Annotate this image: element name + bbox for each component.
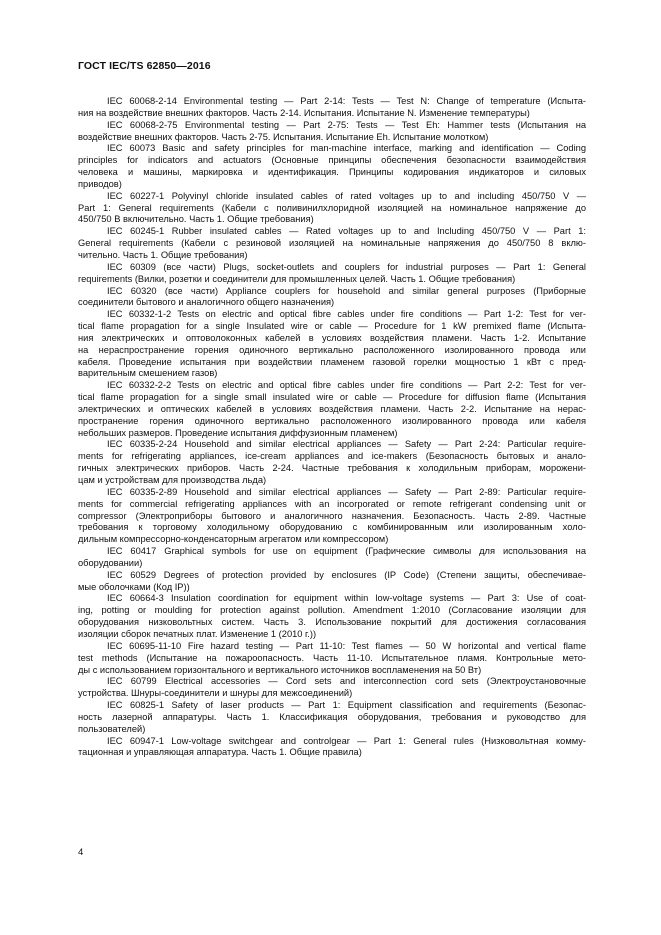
reference-line: ments for refrigerating appliances, ice-cream appliances and ice-makers (Безопасность бытовых и анало-	[78, 451, 586, 462]
reference-line: изоляции сборок печатных плат. Изменение 1 (2010 г.))	[78, 628, 317, 639]
reference-entry	[78, 226, 586, 262]
reference-line: IEC 60068-2-75 Environmental testing — Part 2-75: Tests — Test Eh: Hammer tests (Испытания на	[107, 119, 586, 130]
references-list	[78, 96, 586, 759]
reference-entry	[78, 143, 586, 190]
reference-line: IEC 60227-1 Polyvinyl chloride insulated cables of rated voltages up to and including 450/750 V —	[107, 190, 586, 201]
reference-line: General requirements (Кабели с резиновой изоляцией на номинальные напряжения до 450/750 8 вклю-	[78, 238, 586, 249]
reference-entry	[78, 439, 586, 486]
reference-line: небольших размеров. Проведение испытания диффузионным пламенем)	[78, 427, 398, 438]
reference-entry	[78, 96, 586, 120]
reference-line: ния на воздействие внешних факторов. Часть 2-14. Испытания. Испытание N. Изменение температуры)	[78, 107, 530, 118]
reference-line: ность лазерной аппаратуры. Часть 1. Классификация оборудования, требования и руководство для	[78, 711, 586, 722]
reference-line: IEC 60309 (все части) Plugs, socket-outlets and couplers for industrial purposes — Part 1: General	[107, 261, 586, 272]
reference-line: ды с использованием горизонтального и вертикального источников воспламенения на 50 Вт)	[78, 664, 482, 675]
reference-line: чительно. Часть 1. Общие требования)	[78, 249, 248, 260]
reference-entry	[78, 570, 586, 594]
reference-line: соединители бытового и аналогичного общего назначения)	[78, 297, 335, 308]
reference-line: tical flame propagation for a single small insulated wire or cable — Procedure for diffusion flame (Испытания	[78, 392, 586, 403]
reference-line: Part 1: General requirements (Кабели с поливинилхлоридной изоляцией на номинальное напряжение до	[78, 202, 586, 213]
reference-entry	[78, 487, 586, 546]
reference-line: IEC 60695-11-10 Fire hazard testing — Part 11-10: Test flames — 50 W horizontal and vertical flame	[107, 640, 586, 651]
reference-entry	[78, 676, 586, 700]
reference-line: тационная и управляющая аппаратура. Часть 1. Общие правила)	[78, 747, 362, 758]
reference-line: IEC 60947-1 Low-voltage switchgear and controlgear — Part 1: General rules (Низковольтная комму-	[107, 735, 586, 746]
reference-line: дильным компрессорно-конденсаторным агрегатом или компрессором)	[78, 534, 389, 545]
reference-line: ments for commercial refrigerating appliances with an incorporated or remote refrigerant condensing unit or	[78, 498, 586, 509]
reference-entry	[78, 593, 586, 640]
reference-line: IEC 60332-1-2 Tests on electric and optical fibre cables under fire conditions — Part 1-2: Test for ver-	[107, 309, 586, 320]
reference-line: IEC 60245-1 Rubber insulated cables — Rated voltages up to and Including 450/750 V — Part 1:	[107, 226, 586, 237]
reference-line: электрических и оптических кабелей в условиях воздействия пламени. Часть 2-2. Испытание на нерас-	[78, 403, 586, 414]
reference-line: ing, potting or moulding for protection against pollution. Amendment 1:2010 (Согласование изоляции для	[78, 605, 586, 616]
reference-line: IEC 60417 Graphical symbols for use on equipment (Графические символы для использования на	[107, 546, 586, 557]
reference-entry	[78, 286, 586, 310]
reference-line: IEC 60068-2-14 Environmental testing — Part 2-14: Tests — Test N: Change of temperature (Испыта-	[107, 96, 586, 106]
reference-line: оборудовании)	[78, 557, 143, 568]
reference-line: IEC 60335-2-24 Household and similar electrical appliances — Safety — Part 2-24: Particular require-	[107, 439, 586, 450]
reference-entry	[78, 736, 586, 760]
reference-line: ния электрических и оптоволоконных кабелей в условиях воздействия пламени. Часть 1-2. Испытание	[78, 332, 586, 343]
reference-line: кабеля. Проведение испытания при воздействии пламенем газовой горелки мощностью 1 кВт с пред-	[78, 356, 586, 367]
reference-line: IEC 60664-3 Insulation coordination for equipment within low-voltage systems — Part 3: Use of coat-	[107, 593, 586, 604]
reference-line: приводов)	[78, 178, 122, 189]
reference-line: воздействие внешних факторов. Часть 2-75. Испытания. Испытание Eh. Испытание молотком)	[78, 131, 489, 142]
reference-entry	[78, 191, 586, 227]
reference-entry	[78, 120, 586, 144]
reference-line: IEC 60073 Basic and safety principles for man-machine interface, marking and identification — Coding	[107, 143, 586, 154]
page-number: 4	[78, 847, 84, 858]
reference-entry	[78, 380, 586, 439]
reference-line: варительным смешением газов)	[78, 368, 218, 379]
reference-line: test methods (Испытание на пожароопасность. Часть 11-10. Испытательное пламя. Контрольные мето-	[78, 652, 586, 663]
reference-entry	[78, 546, 586, 570]
reference-line: требования к торговому холодильному оборудованию с комбинированным или изолированным холо-	[78, 522, 586, 533]
reference-line: пространение горения одиночного вертикально расположенного изолированного провода или кабеля	[78, 415, 586, 426]
reference-line: requirements (Вилки, розетки и соединители для промышленных целей. Часть 1. Общие требования)	[78, 273, 516, 284]
reference-entry	[78, 309, 586, 380]
reference-entry	[78, 262, 586, 286]
reference-line: IEC 60825-1 Safety of laser products — Part 1: Equipment classification and requirements (Безопас-	[107, 700, 586, 711]
reference-line: пользователей)	[78, 723, 146, 734]
reference-line: гичных электрических приборов. Часть 2-24. Частные требования к холодильным приборам, морожени-	[78, 463, 586, 474]
reference-entry	[78, 700, 586, 736]
reference-line: человека и машины, маркировка и идентификация. Принципы кодирования индикаторов и силовых	[78, 167, 586, 178]
reference-line: IEC 60799 Electrical accessories — Cord sets and interconnection cord sets (Электроустановочные	[107, 676, 586, 687]
reference-line: compressor (Электроприборы бытового и аналогичного назначения. Безопасность. Часть 2-89. Частные	[78, 510, 586, 521]
reference-entry	[78, 641, 586, 677]
reference-line: IEC 60335-2-89 Household and similar electrical appliances — Safety — Part 2-89: Particular require-	[107, 486, 586, 497]
reference-line: оборудования низковольтных систем. Часть 3. Использование покрытий для достижения согласования	[78, 617, 586, 628]
reference-line: tical flame propagation for a single Insulated wire or cable — Procedure for 1 kW premixed flame (Испыта-	[78, 321, 586, 332]
reference-line: IEC 60320 (все части) Appliance couplers for household and similar general purposes (Приборные	[107, 285, 586, 296]
reference-line: на нераспространение горения одиночного вертикально расположенного изолированного провода или	[78, 344, 586, 355]
reference-line: мые оболочками (Код IP))	[78, 581, 190, 592]
reference-line: устройства. Шнуры-соединители и шнуры для межсоединений)	[78, 688, 353, 699]
reference-line: цам и устройствам для производства льда)	[78, 475, 267, 485]
reference-line: IEC 60529 Degrees of protection provided by enclosures (IP Code) (Степени защиты, обеспечивае-	[107, 569, 586, 580]
reference-line: principles for indicators and actuators (Основные принципы обеспечения безопасности взаимодействия	[78, 155, 586, 166]
reference-line: 450/750 В включительно. Часть 1. Общие требования)	[78, 214, 314, 225]
document-header: ГОСТ IEC/TS 62850—2016	[78, 60, 211, 72]
reference-line: IEC 60332-2-2 Tests on electric and optical fibre cables under fire conditions — Part 2-2: Test for ver-	[107, 380, 586, 391]
